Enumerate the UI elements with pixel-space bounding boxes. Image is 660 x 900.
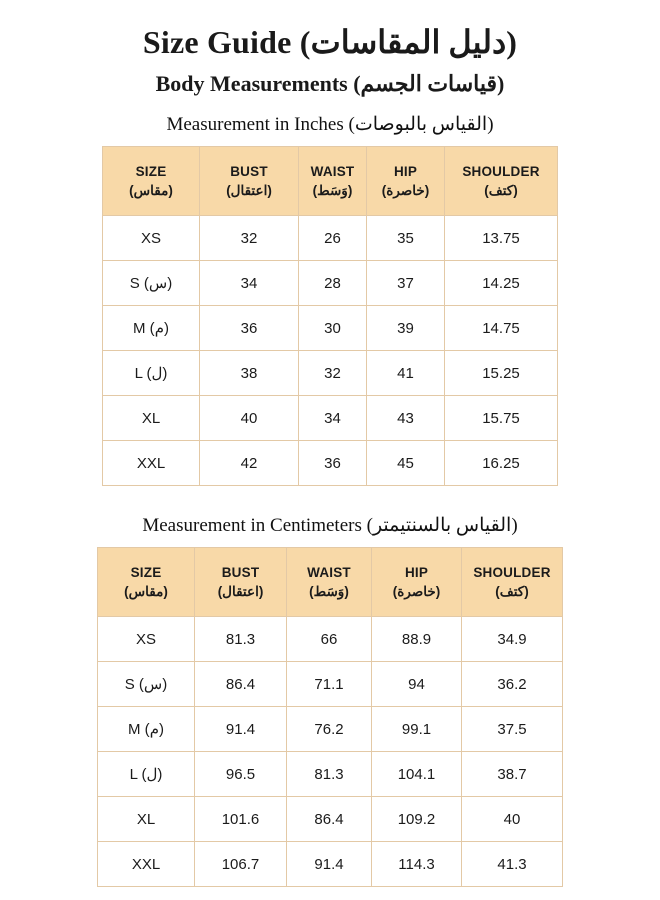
cell-hip: 35 bbox=[367, 216, 445, 261]
cell-shoulder: 16.25 bbox=[445, 441, 558, 486]
column-header-waist: WAIST (وَسَط) bbox=[299, 147, 367, 216]
cell-shoulder: 36.2 bbox=[462, 662, 563, 707]
inches-size-table bbox=[102, 146, 558, 486]
cell-shoulder: 15.75 bbox=[445, 396, 558, 441]
table-header-row bbox=[103, 147, 558, 216]
column-header-size: SIZE (مقاس) bbox=[103, 147, 200, 216]
inches-section-heading: Measurement in Inches (القياس بالبوصات) bbox=[166, 114, 494, 136]
cell-bust: 81.3 bbox=[195, 617, 287, 662]
centimeters-table-head bbox=[98, 548, 563, 617]
page-title: Size Guide (دليل المقاسات) bbox=[142, 24, 518, 60]
table-row bbox=[103, 351, 558, 396]
cell-hip: 109.2 bbox=[372, 797, 462, 842]
cell-waist: 91.4 bbox=[287, 842, 372, 887]
cell-size: XL bbox=[103, 396, 200, 441]
inches-table-body bbox=[103, 216, 558, 486]
table-header-row bbox=[98, 548, 563, 617]
centimeters-size-table bbox=[97, 547, 563, 887]
cell-shoulder: 37.5 bbox=[462, 707, 563, 752]
column-header-shoulder: SHOULDER (كتف) bbox=[445, 147, 558, 216]
cell-size: XXL bbox=[98, 842, 195, 887]
column-header-shoulder: SHOULDER (كتف) bbox=[462, 548, 563, 617]
cell-size: L (ل) bbox=[98, 752, 195, 797]
inches-table-head bbox=[103, 147, 558, 216]
table-row bbox=[103, 396, 558, 441]
table-row bbox=[103, 441, 558, 486]
column-header-bust: BUST (اعتقال) bbox=[195, 548, 287, 617]
table-row bbox=[103, 216, 558, 261]
cell-size: S (س) bbox=[98, 662, 195, 707]
table-row bbox=[98, 707, 563, 752]
cell-waist: 26 bbox=[299, 216, 367, 261]
cell-shoulder: 13.75 bbox=[445, 216, 558, 261]
cell-size: XS bbox=[98, 617, 195, 662]
cell-waist: 71.1 bbox=[287, 662, 372, 707]
cell-hip: 41 bbox=[367, 351, 445, 396]
cell-hip: 104.1 bbox=[372, 752, 462, 797]
column-header-hip: HIP (خاصرة) bbox=[367, 147, 445, 216]
cell-bust: 91.4 bbox=[195, 707, 287, 752]
cell-bust: 86.4 bbox=[195, 662, 287, 707]
cell-shoulder: 14.75 bbox=[445, 306, 558, 351]
cell-size: M (م) bbox=[103, 306, 200, 351]
cell-waist: 28 bbox=[299, 261, 367, 306]
cell-bust: 34 bbox=[200, 261, 299, 306]
cell-bust: 40 bbox=[200, 396, 299, 441]
table-row bbox=[103, 306, 558, 351]
cell-waist: 32 bbox=[299, 351, 367, 396]
cell-hip: 37 bbox=[367, 261, 445, 306]
cell-waist: 81.3 bbox=[287, 752, 372, 797]
table-row bbox=[103, 261, 558, 306]
cell-size: S (س) bbox=[103, 261, 200, 306]
column-header-bust: BUST (اعتقال) bbox=[200, 147, 299, 216]
cell-waist: 66 bbox=[287, 617, 372, 662]
table-row bbox=[98, 617, 563, 662]
cell-hip: 88.9 bbox=[372, 617, 462, 662]
cell-bust: 42 bbox=[200, 441, 299, 486]
inches-section bbox=[20, 111, 640, 486]
table-row bbox=[98, 752, 563, 797]
column-header-waist: WAIST (وَسَط) bbox=[287, 548, 372, 617]
cell-bust: 101.6 bbox=[195, 797, 287, 842]
cell-size: XS bbox=[103, 216, 200, 261]
column-header-hip: HIP (خاصرة) bbox=[372, 548, 462, 617]
table-row bbox=[98, 797, 563, 842]
cell-bust: 96.5 bbox=[195, 752, 287, 797]
cell-size: XXL bbox=[103, 441, 200, 486]
cell-hip: 94 bbox=[372, 662, 462, 707]
cell-hip: 39 bbox=[367, 306, 445, 351]
cell-shoulder: 41.3 bbox=[462, 842, 563, 887]
table-row bbox=[98, 842, 563, 887]
cell-shoulder: 15.25 bbox=[445, 351, 558, 396]
cell-hip: 45 bbox=[367, 441, 445, 486]
cell-size: M (م) bbox=[98, 707, 195, 752]
cell-hip: 43 bbox=[367, 396, 445, 441]
page-subtitle: Body Measurements (قياسات الجسم) bbox=[155, 70, 505, 96]
centimeters-table-body bbox=[98, 617, 563, 887]
cell-shoulder: 14.25 bbox=[445, 261, 558, 306]
cell-size: L (ل) bbox=[103, 351, 200, 396]
cell-bust: 38 bbox=[200, 351, 299, 396]
cell-bust: 106.7 bbox=[195, 842, 287, 887]
cell-waist: 86.4 bbox=[287, 797, 372, 842]
centimeters-section-heading: Measurement in Centimeters (القياس بالسنتيمتر) bbox=[142, 515, 518, 537]
cell-hip: 99.1 bbox=[372, 707, 462, 752]
table-row bbox=[98, 662, 563, 707]
cell-bust: 32 bbox=[200, 216, 299, 261]
cell-waist: 36 bbox=[299, 441, 367, 486]
cell-waist: 34 bbox=[299, 396, 367, 441]
cell-shoulder: 34.9 bbox=[462, 617, 563, 662]
cell-shoulder: 38.7 bbox=[462, 752, 563, 797]
cell-hip: 114.3 bbox=[372, 842, 462, 887]
cell-bust: 36 bbox=[200, 306, 299, 351]
centimeters-section bbox=[20, 512, 640, 887]
cell-waist: 76.2 bbox=[287, 707, 372, 752]
cell-shoulder: 40 bbox=[462, 797, 563, 842]
cell-size: XL bbox=[98, 797, 195, 842]
column-header-size: SIZE (مقاس) bbox=[98, 548, 195, 617]
cell-waist: 30 bbox=[299, 306, 367, 351]
